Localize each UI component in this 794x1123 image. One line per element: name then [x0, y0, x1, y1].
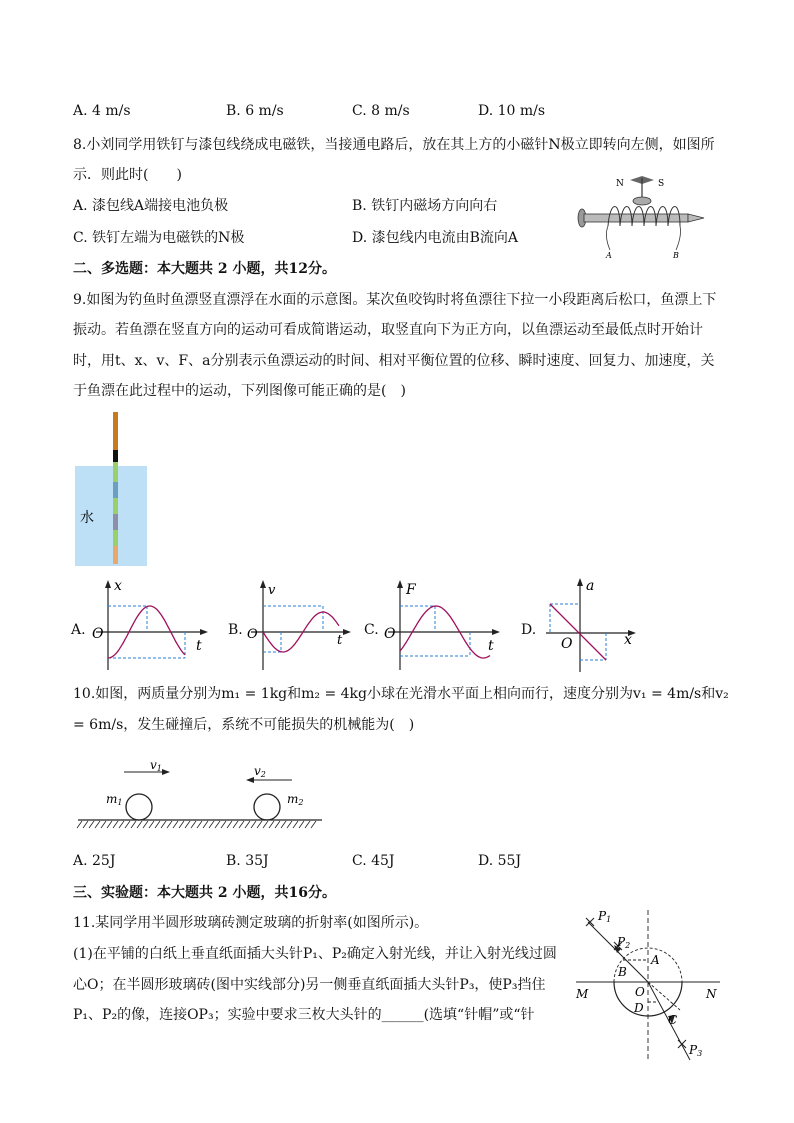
q9-graph-d — [540, 576, 640, 674]
q11-refraction-figure — [574, 906, 724, 1066]
pin-p3-icon — [678, 1040, 686, 1048]
q9-graph-b-origin: O — [247, 627, 258, 642]
fishing-float-icon — [113, 412, 118, 450]
q9-graph-c — [380, 578, 505, 673]
q9-graph-c-option: C. — [364, 622, 379, 638]
q8-stem-line2: 示．则此时( ) — [73, 167, 182, 183]
q9-stem-line3: 时，用t、x、v、F、a分别表示鱼漂运动的时间、相对平衡位置的位移、瞬时速度、回复力、加速度，关 — [73, 353, 715, 369]
q10-v2-label: v2 — [254, 764, 266, 779]
q10-option-a: A. 25J — [73, 853, 116, 869]
label-o: O — [635, 985, 645, 999]
label-n: N — [706, 987, 717, 1001]
q8-option-c: C. 铁钉左端为电磁铁的N极 — [73, 230, 245, 246]
q9-stem-line1: 9.如图为钓鱼时鱼漂竖直漂浮在水面的示意图。某次鱼咬钩时将鱼漂往下拉一小段距离后松口，鱼漂上下 — [73, 292, 717, 308]
q8-option-a: A. 漆包线A端接电池负极 — [73, 198, 229, 214]
q10-option-c: C. 45J — [352, 853, 395, 869]
q9-graph-c-ylabel: F — [406, 582, 416, 598]
q9-graph-d-ylabel: a — [586, 578, 595, 594]
q8-option-d: D. 漆包线内电流由B流向A — [352, 230, 519, 246]
q7-option-b: B. 6 m/s — [226, 103, 284, 119]
q9-graph-a-xlabel: t — [196, 638, 202, 654]
label-b: B — [618, 965, 627, 979]
q9-graph-a-origin: O — [92, 626, 104, 642]
q11-stem-line3: 心O；在半圆形玻璃砖(图中实线部分)另一侧垂直纸面插大头针P₃，使P₃挡住 — [73, 977, 546, 993]
q10-stem-line2: = 6m/s，发生碰撞后，系统不可能损失的机械能为( ) — [73, 717, 415, 733]
q9-stem-line4: 于鱼漂在此过程中的运动，下列图像可能正确的是( ) — [73, 383, 406, 399]
q9-graph-a — [88, 578, 213, 673]
section-2-heading: 二、多选题：本大题共 2 小题，共12分。 — [73, 261, 336, 277]
ball-m2 — [254, 794, 280, 820]
q9-graph-b-ylabel: v — [268, 583, 276, 598]
q8-stem-line1: 8.小刘同学用铁钉与漆包线绕成电磁铁，当接通电路后，放在其上方的小磁针N极立即转向左侧，如图所 — [73, 137, 715, 153]
q8-electromagnet-figure — [570, 170, 710, 262]
label-p3: P3 — [689, 1043, 703, 1058]
q10-v1-label: v1 — [150, 760, 162, 773]
q9-graph-b-option: B. — [228, 622, 243, 638]
q10-collision-figure — [76, 760, 326, 830]
q9-graph-a-ylabel: x — [114, 578, 122, 594]
q8-fig-b-label: B — [673, 251, 679, 260]
pin-p1-icon — [586, 918, 594, 926]
q10-m2-label: m2 — [287, 792, 304, 807]
q11-stem-line4: P₁、P₂的像，连接OP₃；实验中要求三枚大头针的______(选填“针帽”或“针 — [73, 1007, 535, 1023]
q7-option-a: A. 4 m/s — [73, 103, 131, 119]
q9-graph-c-xlabel: t — [488, 638, 494, 654]
q8-fig-s-label: S — [658, 179, 665, 189]
label-c: C — [668, 1013, 678, 1027]
iron-nail-icon — [584, 214, 688, 222]
q9-graph-b-xlabel: t — [337, 633, 343, 648]
q10-option-d: D. 55J — [478, 853, 522, 869]
label-d: D — [634, 1001, 644, 1015]
q9-graph-d-option: D. — [521, 622, 537, 638]
q9-graph-d-xlabel: x — [624, 632, 632, 648]
q9-graph-c-origin: O — [384, 626, 396, 642]
q11-stem-line2: (1)在平铺的白纸上垂直纸面插大头针P₁、P₂确定入射光线，并让入射光线过圆 — [73, 946, 557, 962]
q9-graph-d-origin: O — [561, 636, 573, 652]
q10-stem-line1: 10.如图，两质量分别为m₁ = 1kg和m₂ = 4kg小球在光滑水平面上相向而行，速度分别为v₁ = 4m/s和v₂ — [73, 686, 729, 702]
floor-hatching — [77, 821, 316, 828]
label-m: M — [576, 987, 589, 1001]
q9-float-figure — [73, 410, 153, 570]
q8-fig-a-label: A — [606, 251, 612, 260]
q9-graph-b — [243, 578, 355, 673]
q10-option-b: B. 35J — [226, 853, 269, 869]
q7-option-c: C. 8 m/s — [352, 103, 410, 119]
water-label: 水 — [80, 510, 94, 526]
q9-stem-line2: 振动。若鱼漂在竖直方向的运动可看成简谐运动，取竖直向下为正方向，以鱼漂运动至最低点时开始计 — [73, 322, 703, 338]
q8-option-b: B. 铁钉内磁场方向向右 — [352, 198, 498, 214]
section-3-heading: 三、实验题：本大题共 2 小题，共16分。 — [73, 885, 336, 901]
q9-graph-d-line — [550, 604, 606, 660]
label-p1: P1 — [598, 909, 612, 924]
label-p2: P2 — [617, 935, 631, 950]
q7-option-d: D. 10 m/s — [478, 103, 546, 119]
label-a: A — [651, 953, 660, 967]
ball-m1 — [126, 794, 152, 820]
q10-m1-label: m1 — [106, 792, 123, 807]
q11-stem-line1: 11.某同学用半圆形玻璃砖测定玻璃的折射率(如图所示)。 — [73, 915, 429, 931]
q8-fig-n-label: N — [616, 179, 624, 189]
q9-graph-a-option: A. — [71, 622, 86, 638]
